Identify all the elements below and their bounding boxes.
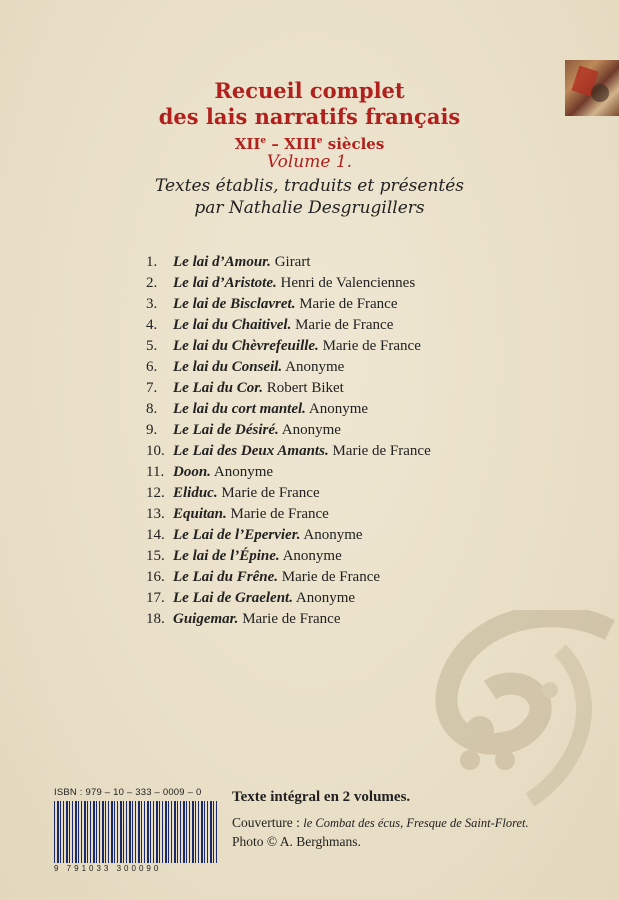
toc-title: Le Lai de Désiré. — [173, 422, 279, 438]
toc-entry — [146, 588, 431, 609]
toc-author: Henri de Valenciennes — [280, 275, 416, 291]
toc-author: Marie de France — [295, 317, 394, 333]
toc-author: Anonyme — [308, 401, 369, 417]
toc-number: 13. — [146, 506, 165, 522]
toc-entry — [146, 420, 431, 441]
toc-entry — [146, 609, 431, 630]
toc-entry — [146, 378, 431, 399]
toc-number: 16. — [146, 569, 165, 585]
toc-author: Marie de France — [299, 296, 398, 312]
toc-title: Le Lai de l’Epervier. — [173, 527, 301, 543]
toc-number: 17. — [146, 590, 165, 606]
table-of-contents — [146, 252, 431, 630]
toc-title: Le Lai des Deux Amants. — [173, 443, 329, 459]
toc-number: 12. — [146, 485, 165, 501]
toc-entry — [146, 441, 431, 462]
toc-author: Anonyme — [282, 548, 342, 564]
toc-author: Girart — [274, 254, 311, 270]
toc-title: Le lai du Chaitivel. — [173, 317, 292, 333]
toc-author: Anonyme — [281, 422, 341, 438]
toc-entry — [146, 483, 431, 504]
toc-entry — [146, 546, 431, 567]
toc-author: Marie de France — [221, 485, 320, 501]
toc-number: 3. — [146, 296, 158, 312]
toc-number: 9. — [146, 422, 158, 438]
decorative-letter-ornament — [410, 610, 619, 810]
toc-author: Marie de France — [230, 506, 329, 522]
toc-entry — [146, 315, 431, 336]
barcode — [54, 801, 219, 863]
title-line-1: Recueil complet — [214, 78, 405, 103]
toc-entry — [146, 273, 431, 294]
toc-number: 15. — [146, 548, 165, 564]
toc-title: Le lai de Bisclavret. — [173, 296, 296, 312]
toc-number: 4. — [146, 317, 158, 333]
toc-entry — [146, 399, 431, 420]
toc-number: 6. — [146, 359, 158, 375]
toc-entry — [146, 294, 431, 315]
toc-entry — [146, 336, 431, 357]
toc-title: Le lai d’Aristote. — [173, 275, 277, 291]
toc-author: Anonyme — [213, 464, 274, 480]
credit-line-1: Textes établis, traduits et présentés — [154, 176, 465, 196]
toc-entry — [146, 567, 431, 588]
barcode-digits: 9 791033 300090 — [54, 864, 162, 873]
toc-title: Guigemar. — [173, 611, 239, 627]
volumes-note: Texte intégral en 2 volumes. — [232, 789, 411, 805]
toc-title: Doon. — [173, 464, 211, 480]
toc-title: Le lai du Conseil. — [173, 359, 283, 375]
toc-author: Marie de France — [281, 569, 381, 585]
photo-credit: Photo © A. Berghmans. — [232, 834, 361, 849]
toc-title: Eliduc. — [173, 485, 218, 501]
toc-author: Marie de France — [242, 611, 341, 627]
toc-entry — [146, 252, 431, 273]
toc-author: Anonyme — [295, 590, 356, 606]
toc-number: 11. — [146, 464, 165, 480]
toc-entry — [146, 525, 431, 546]
cover-credit: Couverture : le Combat des écus, Fresque de Saint-Floret. — [232, 815, 529, 830]
centuries-subtitle: XIIe – XIIIe siècles — [234, 135, 385, 153]
toc-title: Le lai du cort mantel. — [173, 401, 306, 417]
isbn-label: ISBN : 979 – 10 – 333 – 0009 – 0 — [54, 787, 202, 798]
toc-number: 7. — [146, 380, 158, 396]
toc-author: Anonyme — [303, 527, 363, 543]
toc-entry — [146, 462, 431, 483]
toc-entry — [146, 504, 431, 525]
toc-author: Marie de France — [322, 338, 421, 354]
toc-number: 2. — [146, 275, 158, 291]
volume-label: Volume 1. — [266, 152, 353, 172]
toc-title: Equitan. — [173, 506, 227, 522]
toc-title: Le Lai du Cor. — [173, 380, 264, 396]
toc-title: Le Lai du Frêne. — [173, 569, 278, 585]
toc-number: 8. — [146, 401, 158, 417]
toc-author: Marie de France — [332, 443, 431, 459]
toc-number: 18. — [146, 611, 165, 627]
toc-entry — [146, 357, 431, 378]
toc-number: 14. — [146, 527, 165, 543]
toc-number: 1. — [146, 254, 158, 270]
title-line-2: des lais narratifs français — [158, 104, 461, 129]
toc-title: Le lai du Chèvrefeuille. — [173, 338, 319, 354]
toc-number: 10. — [146, 443, 165, 459]
toc-number: 5. — [146, 338, 158, 354]
toc-author: Robert Biket — [266, 380, 344, 396]
toc-author: Anonyme — [285, 359, 345, 375]
toc-title: Le lai d’Amour. — [173, 254, 271, 270]
credit-line-2: par Nathalie Desgrugillers — [194, 198, 425, 218]
toc-title: Le lai de l’Épine. — [173, 548, 280, 564]
toc-title: Le Lai de Graelent. — [173, 590, 293, 606]
